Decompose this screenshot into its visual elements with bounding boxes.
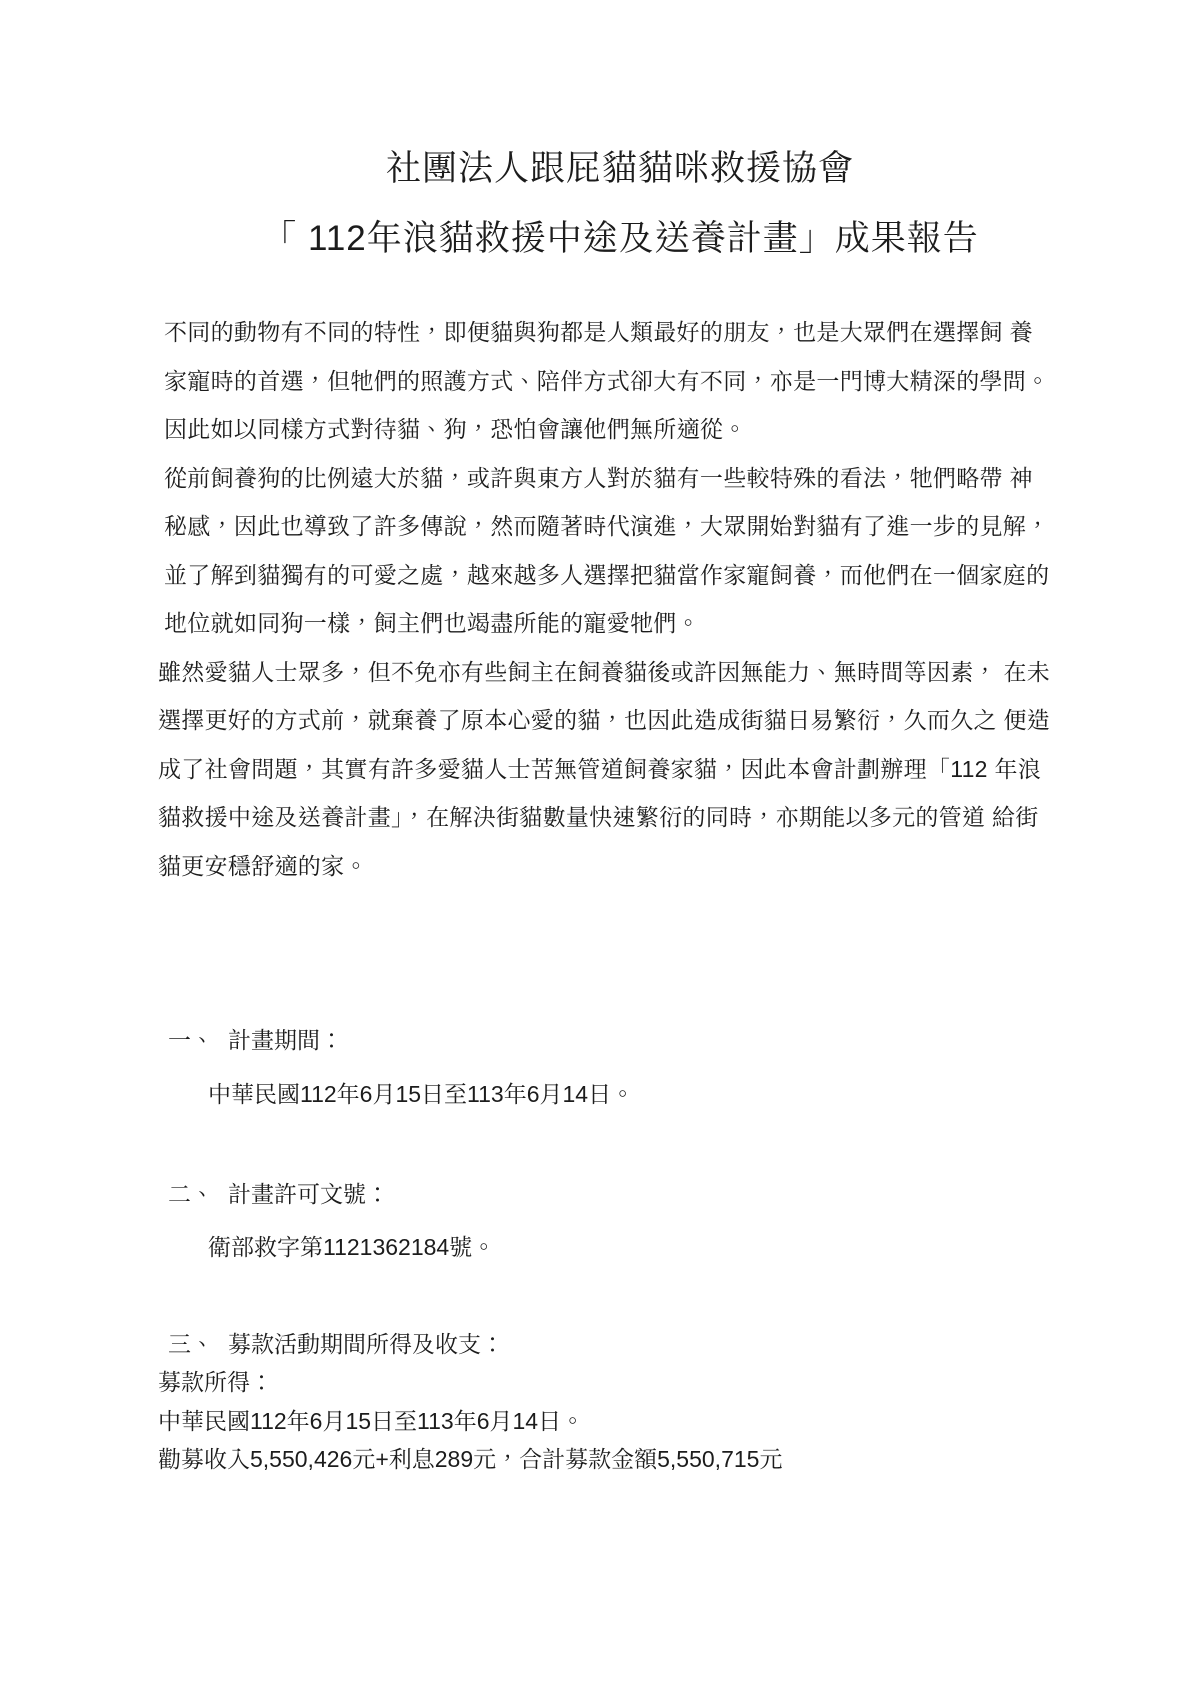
body-line: 並了解到貓獨有的可愛之處，越來越多人選擇把貓當作家寵飼養，而他們在一個家庭的 (164, 561, 1050, 588)
section-3 (158, 1325, 782, 1478)
section-3-line: 勸募收入5,550,426元+利息289元，合計募款金額5,550,715元 (158, 1445, 783, 1472)
section-1-title: 計畫期間： (228, 1027, 343, 1053)
body-line: 貓更安穩舒適的家。 (158, 852, 368, 879)
body-line: 從前飼養狗的比例遠大於貓，或許與東方人對於貓有一些較特殊的看法，牠們略帶 神 (164, 464, 1033, 491)
body-paragraphs (158, 308, 1058, 890)
body-line: 選擇更好的方式前，就棄養了原本心愛的貓，也因此造成街貓日易繁衍，久而久之 便造 (158, 707, 1051, 733)
body-line: 地位就如同狗一樣，飼主們也竭盡所能的寵愛牠們。 (164, 610, 700, 636)
section-3-line: 中華民國112年6月15日至113年6月14日。 (158, 1407, 585, 1434)
section-1-number: 一、 (168, 1027, 214, 1053)
document-title-line2: 「 112年浪貓救援中途及送養計畫」成果報告 (261, 219, 979, 258)
section-2-content: 衛部救字第1121362184號。 (208, 1234, 496, 1260)
body-line: 貓救援中途及送養計畫」，在解決街貓數量快速繁衍的同時，亦期能以多元的管道 給街 (158, 804, 1039, 830)
document-title-line1: 社團法人跟屁貓貓咪救援協會 (385, 149, 854, 188)
body-line: 因此如以同樣方式對待貓、狗，恐怕會讓他們無所適從。 (164, 416, 747, 442)
body-line: 不同的動物有不同的特性，即便貓與狗都是人類最好的朋友，也是大眾們在選擇飼 養 (164, 319, 1033, 345)
body-line: 成了社會問題，其實有許多愛貓人士苦無管道飼養家貓，因此本會計劃辦理「112 年浪 (158, 755, 1042, 782)
section-2-title: 計畫許可文號： (228, 1181, 389, 1207)
body-line: 秘感，因此也導致了許多傳說，然而隨著時代演進，大眾開始對貓有了進一步的見解， (164, 513, 1050, 539)
section-3-title: 募款活動期間所得及收支： (228, 1331, 504, 1357)
section-3-line: 募款所得： (158, 1369, 273, 1396)
section-1-header (168, 1025, 343, 1055)
section-3-header (158, 1325, 782, 1363)
section-2-number: 二、 (168, 1181, 214, 1207)
section-3-number: 三、 (168, 1331, 214, 1357)
section-2-header (168, 1179, 389, 1209)
body-line: 雖然愛貓人士眾多，但不免亦有些飼主在飼養貓後或許因無能力、無時間等因素， 在未 (158, 658, 1051, 685)
body-line: 家寵時的首選，但牠們的照護方式、陪伴方式卻大有不同，亦是一門博大精深的學問。 (164, 367, 1050, 394)
section-1-content: 中華民國112年6月15日至113年6月14日。 (208, 1081, 635, 1107)
